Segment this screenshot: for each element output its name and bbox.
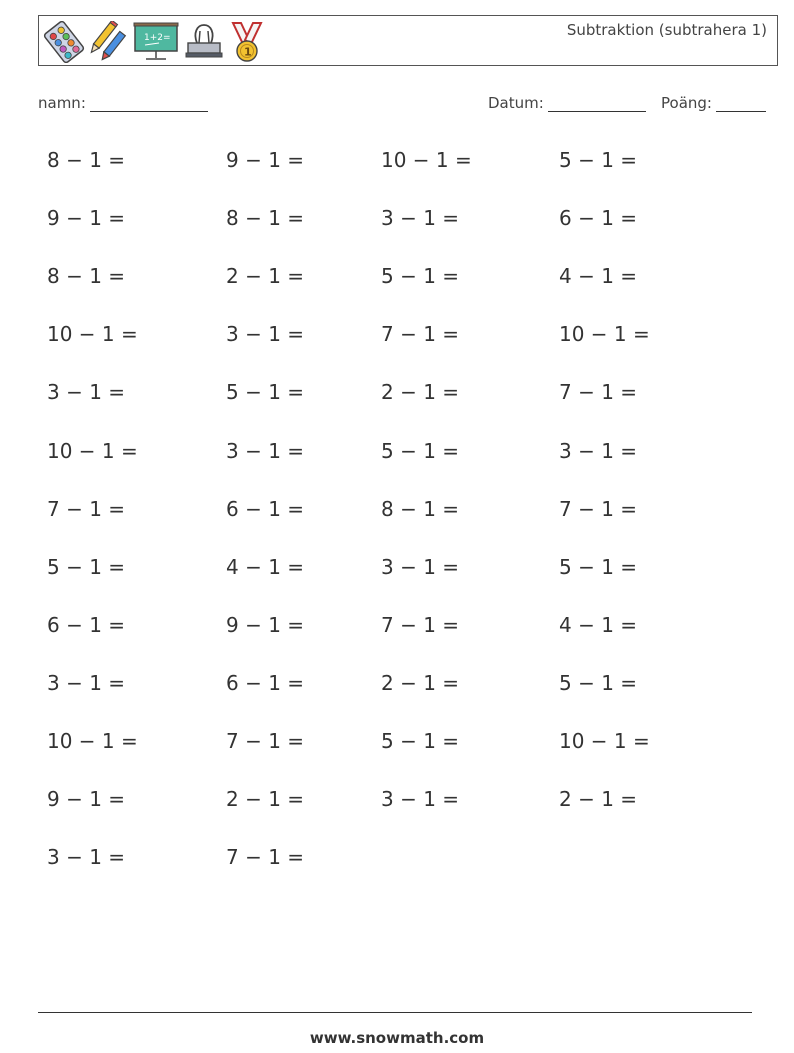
svg-text:1+2=: 1+2= — [144, 33, 171, 43]
problem-item: 3 − 1 = — [47, 380, 126, 404]
footer-site: www.snowmath.com — [309, 1029, 485, 1047]
sheet-title: Subtraktion (subtrahera 1) — [566, 21, 767, 39]
problem-item: 3 − 1 = — [226, 322, 305, 346]
problem-item: 6 − 1 = — [47, 613, 126, 637]
problem-item: 8 − 1 = — [47, 148, 126, 172]
problem-item: 10 − 1 = — [381, 148, 472, 172]
problem-item: 10 − 1 = — [559, 322, 650, 346]
problem-item: 3 − 1 = — [559, 439, 638, 463]
problem-item: 6 − 1 = — [226, 497, 305, 521]
problem-item: 3 − 1 = — [381, 206, 460, 230]
problem-item: 5 − 1 = — [559, 555, 638, 579]
problem-item: 9 − 1 = — [47, 787, 126, 811]
problem-item: 3 − 1 = — [47, 845, 126, 869]
problem-item: 3 − 1 = — [381, 555, 460, 579]
problem-item: 2 − 1 = — [381, 380, 460, 404]
problem-item: 7 − 1 = — [559, 497, 638, 521]
problem-item: 7 − 1 = — [381, 613, 460, 637]
problem-item: 9 − 1 = — [47, 206, 126, 230]
problem-item: 5 − 1 = — [47, 555, 126, 579]
problem-item: 2 − 1 = — [559, 787, 638, 811]
problem-item: 4 − 1 = — [559, 264, 638, 288]
problem-item: 8 − 1 = — [226, 206, 305, 230]
problem-item: 2 − 1 = — [226, 787, 305, 811]
problem-item: 3 − 1 = — [226, 439, 305, 463]
problem-item: 3 − 1 = — [47, 671, 126, 695]
problem-item: 5 − 1 = — [381, 729, 460, 753]
date-label: Datum: — [488, 94, 544, 112]
problem-item: 7 − 1 = — [226, 729, 305, 753]
problem-item: 7 − 1 = — [226, 845, 305, 869]
problem-item: 5 − 1 = — [381, 439, 460, 463]
problem-item: 10 − 1 = — [559, 729, 650, 753]
problem-item: 2 − 1 = — [381, 671, 460, 695]
problem-item: 7 − 1 = — [381, 322, 460, 346]
problem-item: 10 − 1 = — [47, 322, 138, 346]
problem-item: 7 − 1 = — [559, 380, 638, 404]
score-label: Poäng: — [661, 94, 712, 112]
problem-item: 9 − 1 = — [226, 148, 305, 172]
problem-item: 8 − 1 = — [381, 497, 460, 521]
problem-item: 3 − 1 = — [381, 787, 460, 811]
problem-item: 5 − 1 = — [226, 380, 305, 404]
problem-item: 4 − 1 = — [559, 613, 638, 637]
problem-item: 10 − 1 = — [47, 729, 138, 753]
problem-item: 9 − 1 = — [226, 613, 305, 637]
problem-item: 4 − 1 = — [226, 555, 305, 579]
problem-item: 7 − 1 = — [47, 497, 126, 521]
problem-item: 5 − 1 = — [559, 148, 638, 172]
problem-item: 5 − 1 = — [381, 264, 460, 288]
problem-item: 2 − 1 = — [226, 264, 305, 288]
svg-text:1: 1 — [244, 45, 252, 59]
problem-item: 6 − 1 = — [559, 206, 638, 230]
problem-item: 5 − 1 = — [559, 671, 638, 695]
problem-item: 6 − 1 = — [226, 671, 305, 695]
problem-item: 8 − 1 = — [47, 264, 126, 288]
footer-divider — [38, 1012, 752, 1013]
name-label: namn: — [38, 94, 86, 112]
problem-item: 10 − 1 = — [47, 439, 138, 463]
